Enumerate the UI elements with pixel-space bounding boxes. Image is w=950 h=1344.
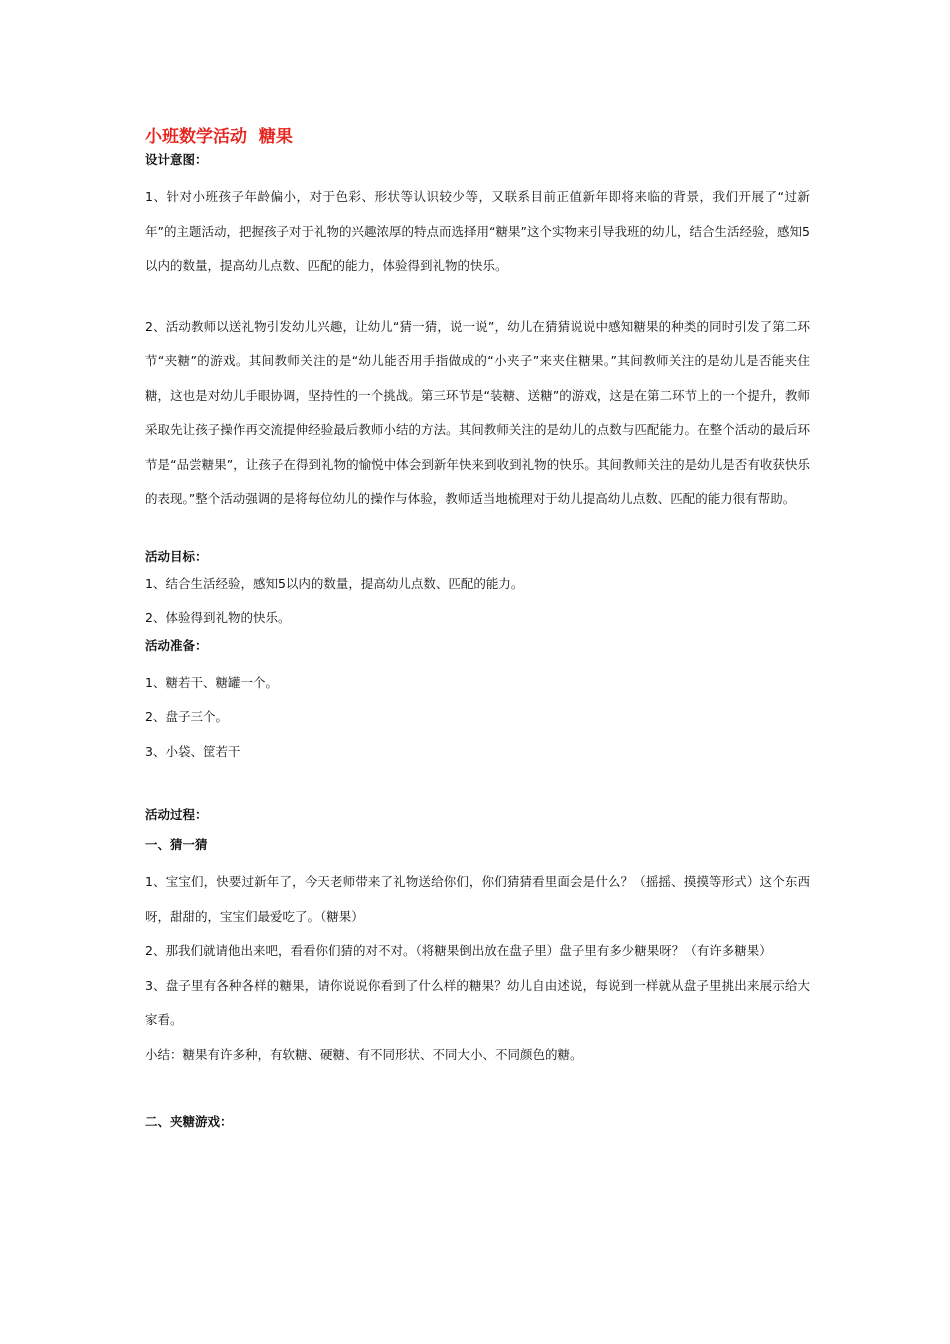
section-1-heading: 一、猜一猜 bbox=[145, 837, 208, 852]
preparation-item: 1、糖若干、糖罐一个。 bbox=[145, 674, 278, 690]
goal-item: 1、结合生活经验，感知5以内的数量，提高幼儿点数、匹配的能力。 bbox=[145, 575, 524, 591]
process-step: 3、盘子里有各种各样的糖果，请你说说你看到了什么样的糖果？幼儿自由述说，每说到一样就从盘子里挑出来展示给大家看。 bbox=[145, 977, 810, 1027]
process-step: 1、宝宝们，快要过新年了，今天老师带来了礼物送给你们，你们猜猜看里面会是什么？（摇摇、摸摸等形式）这个东西呀，甜甜的，宝宝们最爱吃了。（糖果） bbox=[145, 874, 810, 924]
goals-heading: 活动目标： bbox=[145, 548, 208, 564]
section-summary: 小结：糖果有许多种，有软糖、硬糖、有不同形状、不同大小、不同颜色的糖。 bbox=[145, 1046, 583, 1062]
document-title: 小班数学活动 糖果 bbox=[145, 127, 293, 147]
design-paragraph-2: 2、活动教师以送礼物引发幼儿兴趣，让幼儿“猜一猜，说一说”，幼儿在猜猜说说中感知糖果的种类的同时引发了第二环节“夹糖”的游戏。其间教师关注的是“幼儿能否用手指做成的“小夹子”来夹住糖果。”其间教师关注的是幼儿是否能夹住糖，这也是对幼儿手眼协调，坚持性的一个挑战。第三环节是“装糖、送糖”的游戏，这是在第二环节上的一个提升，教师采取先让孩子操作再交流提伸经验最后教师小结的方法。其间教师关注的是幼儿的点数与匹配能力。在整个活动的最后环节是“品尝糖果”，让孩子在得到礼物的愉悦中体会到新年快来到收到礼物的快乐。其间教师关注的是幼儿是否有收获快乐的表现。”整个活动强调的是将每位幼儿的操作与体验，教师适当地梳理对于幼儿提高幼儿点数、匹配的能力很有帮助。 bbox=[145, 318, 810, 506]
document-body bbox=[145, 124, 810, 1132]
preparation-item: 3、小袋、筐若干 bbox=[145, 743, 241, 759]
design-paragraph-1: 1、针对小班孩子年龄偏小，对于色彩、形状等认识较少等，又联系目前正值新年即将来临的背景，我们开展了“过新年”的主题活动，把握孩子对于礼物的兴趣浓厚的特点而选择用“糖果”这个实物来引导我班的幼儿，结合生活经验，感知5以内的数量，提高幼儿点数、匹配的能力，体验得到礼物的快乐。 bbox=[145, 189, 810, 273]
section-2-heading: 二、夹糖游戏： bbox=[145, 1114, 233, 1129]
preparation-heading: 活动准备： bbox=[145, 637, 208, 653]
goal-item: 2、体验得到礼物的快乐。 bbox=[145, 610, 291, 625]
design-intent-heading: 设计意图： bbox=[145, 152, 208, 167]
preparation-item: 2、盘子三个。 bbox=[145, 709, 228, 724]
process-heading: 活动过程： bbox=[145, 807, 208, 822]
process-step: 2、那我们就请他出来吧，看看你们猜的对不对。（将糖果倒出放在盘子里）盘子里有多少糖果呀？（有许多糖果） bbox=[145, 943, 772, 958]
